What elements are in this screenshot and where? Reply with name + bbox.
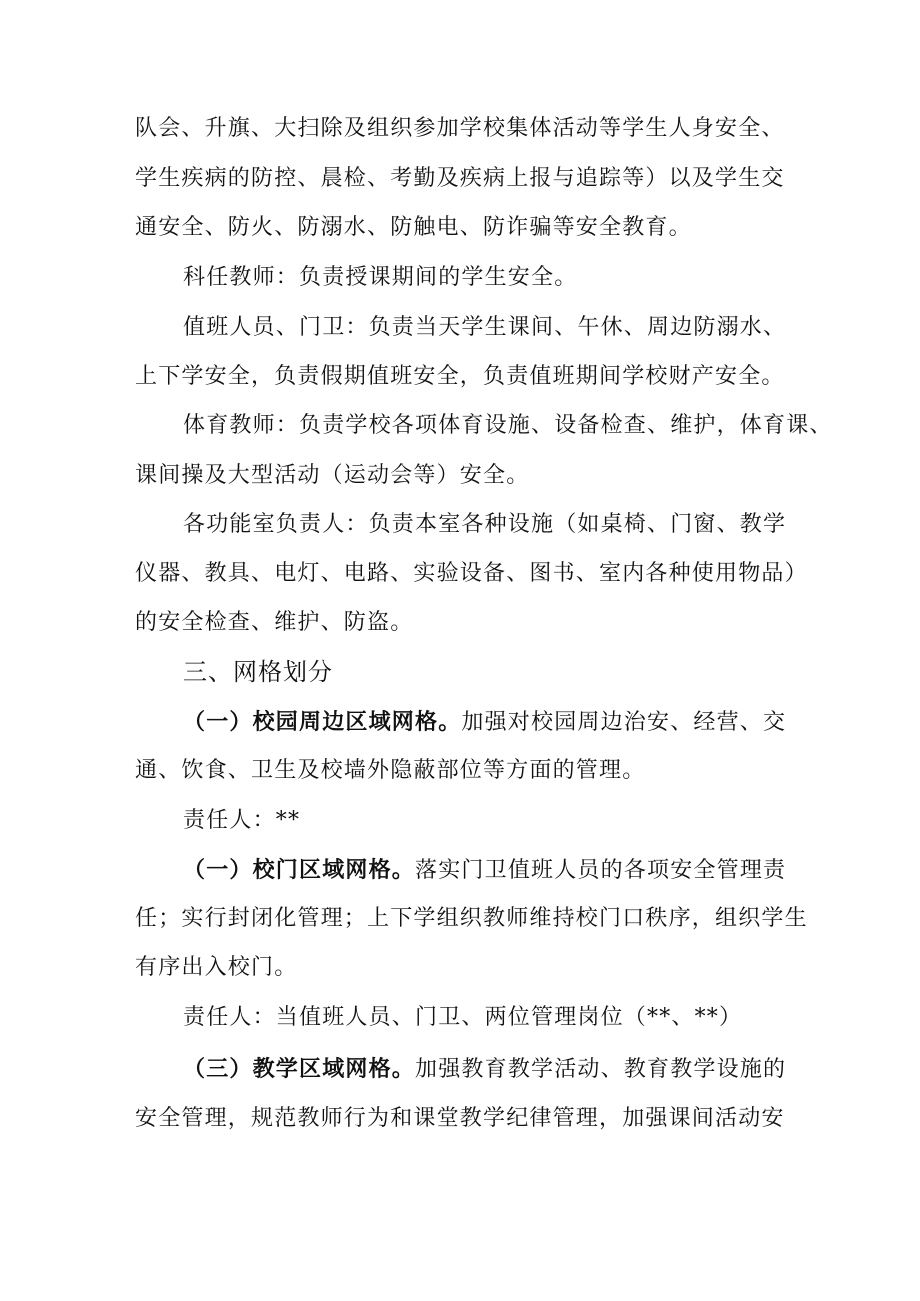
- pe-teacher-line-1: 体育教师：负责学校各项体育设施、设备检查、维护，体育课、: [183, 413, 833, 438]
- room-manager-line-3: 的安全检查、维护、防盗。: [135, 610, 414, 635]
- grid-1-responsible: 责任人：**: [183, 808, 301, 833]
- grid-2-text: 落实门卫值班人员的各项安全管理责: [415, 858, 787, 883]
- room-manager-line-2: 仪器、教具、电灯、电路、实验设备、图书、室内各种使用物品）: [135, 561, 808, 586]
- paragraph-line-1: 队会、升旗、大扫除及组织参加学校集体活动等学生人身安全、: [135, 116, 785, 141]
- paragraph-line-3: 通安全、防火、防溺水、防触电、防诈骗等安全教育。: [135, 215, 692, 240]
- grid-3-line-2: 安全管理，规范教师行为和课堂教学纪律管理，加强课间活动安: [135, 1106, 785, 1131]
- grid-2-line-3: 有序出入校门。: [135, 955, 298, 980]
- section-three-heading: 三、网格划分: [183, 658, 333, 686]
- grid-1-label: （一）校园周边区域网格。: [183, 709, 462, 735]
- grid-2-line-1: [183, 855, 790, 886]
- paragraph-line-2: 学生疾病的防控、晨检、考勤及疾病上报与追踪等）以及学生交: [135, 166, 785, 191]
- room-manager-line-1: 各功能室负责人：负责本室各种设施（如桌椅、门窗、教学: [183, 512, 787, 537]
- grid-2-responsible: 责任人：当值班人员、门卫、两位管理岗位（**、**）: [183, 1005, 743, 1030]
- grid-1-text: 加强对校园周边治安、经营、交: [461, 710, 787, 735]
- subject-teacher-line: 科任教师：负责授课期间的学生安全。: [183, 265, 578, 290]
- grid-3-label: （三）教学区域网格。: [183, 1056, 416, 1082]
- grid-2-label: （一）校门区域网格。: [183, 857, 416, 883]
- grid-2-line-2: 任；实行封闭化管理；上下学组织教师维持校门口秩序，组织学生: [135, 906, 808, 931]
- grid-1-line-1: [183, 707, 790, 738]
- duty-staff-line-2: 上下学安全，负责假期值班安全，负责值班期间学校财产安全。: [135, 364, 785, 389]
- grid-1-line-2: 通、饮食、卫生及校墙外隐蔽部位等方面的管理。: [135, 758, 646, 783]
- duty-staff-line-1: 值班人员、门卫：负责当天学生课间、午休、周边防溺水、: [183, 315, 787, 340]
- pe-teacher-line-2: 课间操及大型活动（运动会等）安全。: [135, 463, 530, 488]
- grid-3-line-1: [183, 1054, 790, 1085]
- grid-3-text: 加强教育教学活动、教育教学设施的: [415, 1057, 787, 1082]
